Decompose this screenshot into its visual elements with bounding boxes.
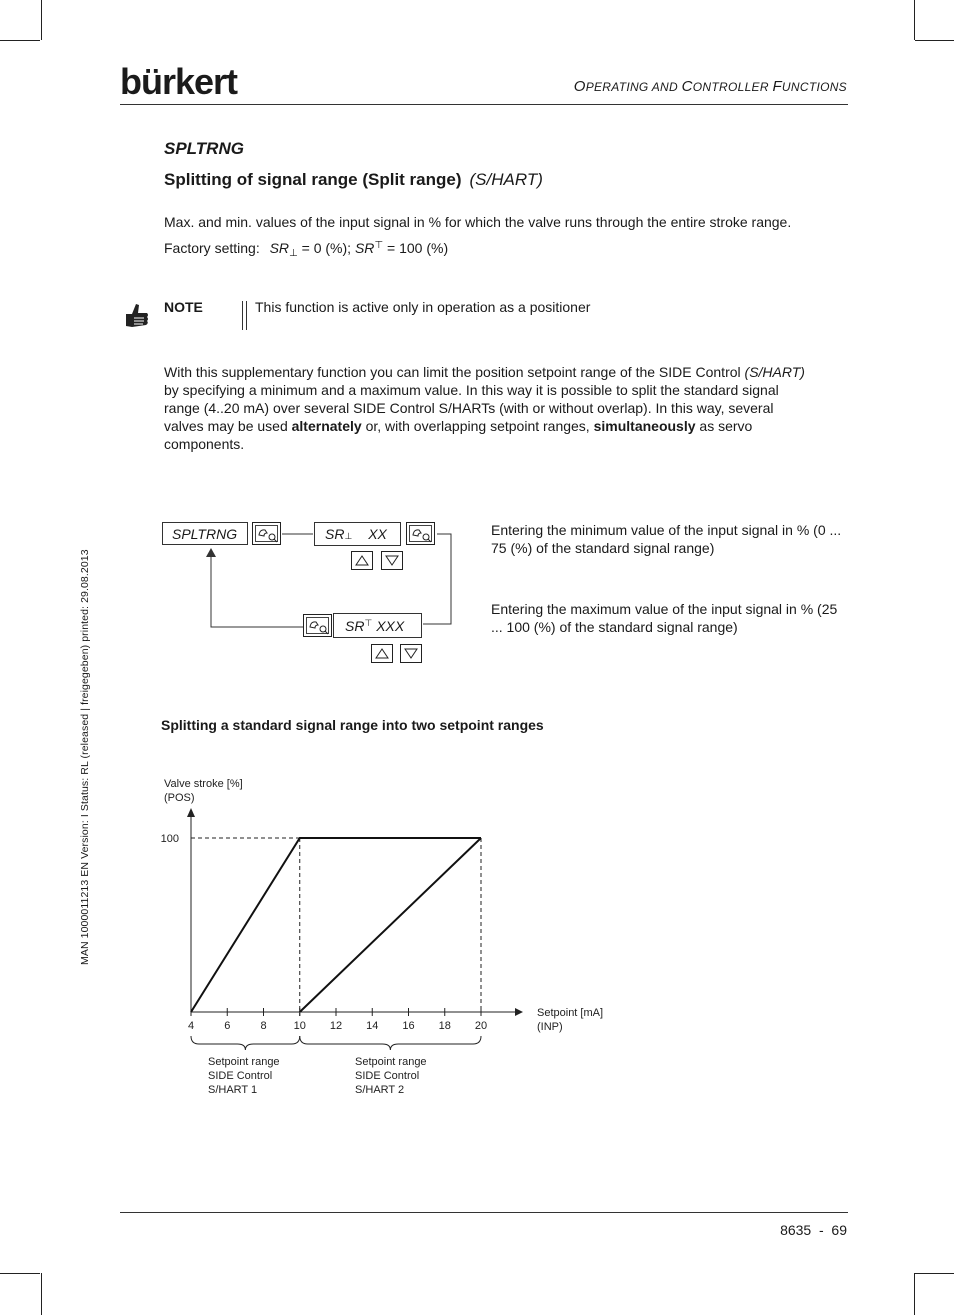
crop-mark [41,0,42,40]
y-axis-label: Valve stroke [%] [164,778,243,790]
burkert-logo: bürkert [120,61,238,102]
crop-mark [41,1273,42,1315]
function-code: SPLTRNG [164,139,244,158]
figure-caption: Splitting a standard signal range into two setpoint ranges [161,717,544,733]
range-brace [191,1036,300,1050]
x-tick-label: 10 [293,1020,306,1032]
range-label: SIDE Control [208,1070,273,1082]
crop-mark [0,1273,40,1274]
y-axis-arrow [187,808,195,817]
note-divider [242,301,243,330]
x-axis-label: Setpoint [mA] [537,1007,604,1019]
page-heading: Splitting of signal range (Split range) (S/HART) [164,170,543,189]
header-rule [120,104,848,105]
crop-mark [914,1273,915,1315]
split-range-chart [150,770,630,1110]
page-number: 8635 - 69 [780,1222,847,1238]
menu-box-spltrng: SPLTRNG [162,522,248,545]
x-tick-label: 6 [224,1020,231,1032]
x-tick-label: 4 [187,1020,195,1032]
range-label: S/HART 1 [208,1084,258,1096]
menu-box-sr-min: SR⊥ XX [314,522,401,546]
x-axis-arrow [515,1008,523,1016]
note-label: NOTE [164,299,203,315]
enter-key-button[interactable] [406,522,435,545]
crop-mark [915,1273,954,1274]
menu-box-sr-max: SR⊤ XXX [333,613,422,638]
x-tick-label: 8 [260,1020,267,1032]
section-title: OPERATING AND CONTROLLER FUNCTIONS [573,78,847,95]
range-brace [300,1036,481,1050]
range-label: S/HART 2 [355,1084,405,1096]
down-arrow-button[interactable] [381,551,403,570]
document-meta: MAN 1000011213 EN Version: I Status: RL (released | freigegeben) printed: 29.08.2013 [79,549,91,965]
intro-line: Max. and min. values of the input signal in % for which the valve runs through the entire stroke range. [164,214,792,230]
x-tick-label: 16 [402,1020,415,1032]
x-tick-label: 14 [366,1020,379,1032]
series-line-2 [300,838,481,1012]
crop-mark [0,40,40,41]
desc-max: Entering the maximum value of the input signal in % (25 ... 100 (%) of the standard signal range) [491,601,838,635]
range-label: Setpoint range [208,1056,280,1068]
enter-key-button[interactable] [303,614,332,637]
hand-note-icon [120,300,152,332]
body-paragraph: With this supplementary function you can limit the position setpoint range of the SIDE Control (S/HART) by specifying a minimum and a maximum value. In this way it is possible to split the standard signal range (4..20 mA) over several SIDE Control S/HARTs (with or without overlap). In this way, several valves may be used alternately or, with overlapping setpoint ranges, simultaneously as servo components. [164,364,805,452]
crop-mark [915,40,954,41]
note-text: This function is active only in operation as a positioner [255,299,591,315]
factory-setting: Factory setting: $SR_\perp = 0$ (%); SR⊤ = 100 (%) [164,240,449,259]
range-label: Setpoint range [355,1056,427,1068]
up-arrow-button[interactable] [371,644,393,663]
y-tick-label: 100 [160,833,179,845]
x-tick-label: 12 [329,1020,343,1032]
crop-mark [914,0,915,40]
x-tick-label: 18 [438,1020,451,1032]
y-axis-label-unit: (POS) [164,792,195,804]
footer-rule [120,1212,848,1213]
enter-key-button[interactable] [252,522,281,545]
x-axis-label-unit: (INP) [537,1021,563,1033]
up-arrow-button[interactable] [351,551,373,570]
series-line-1 [191,838,481,1012]
x-tick-label: 20 [474,1020,488,1032]
down-arrow-button[interactable] [400,644,422,663]
desc-min: Entering the minimum value of the input signal in % (0 ... 75 (%) of the standard signal range) [491,522,842,556]
range-label: SIDE Control [355,1070,420,1082]
note-divider [246,301,247,330]
